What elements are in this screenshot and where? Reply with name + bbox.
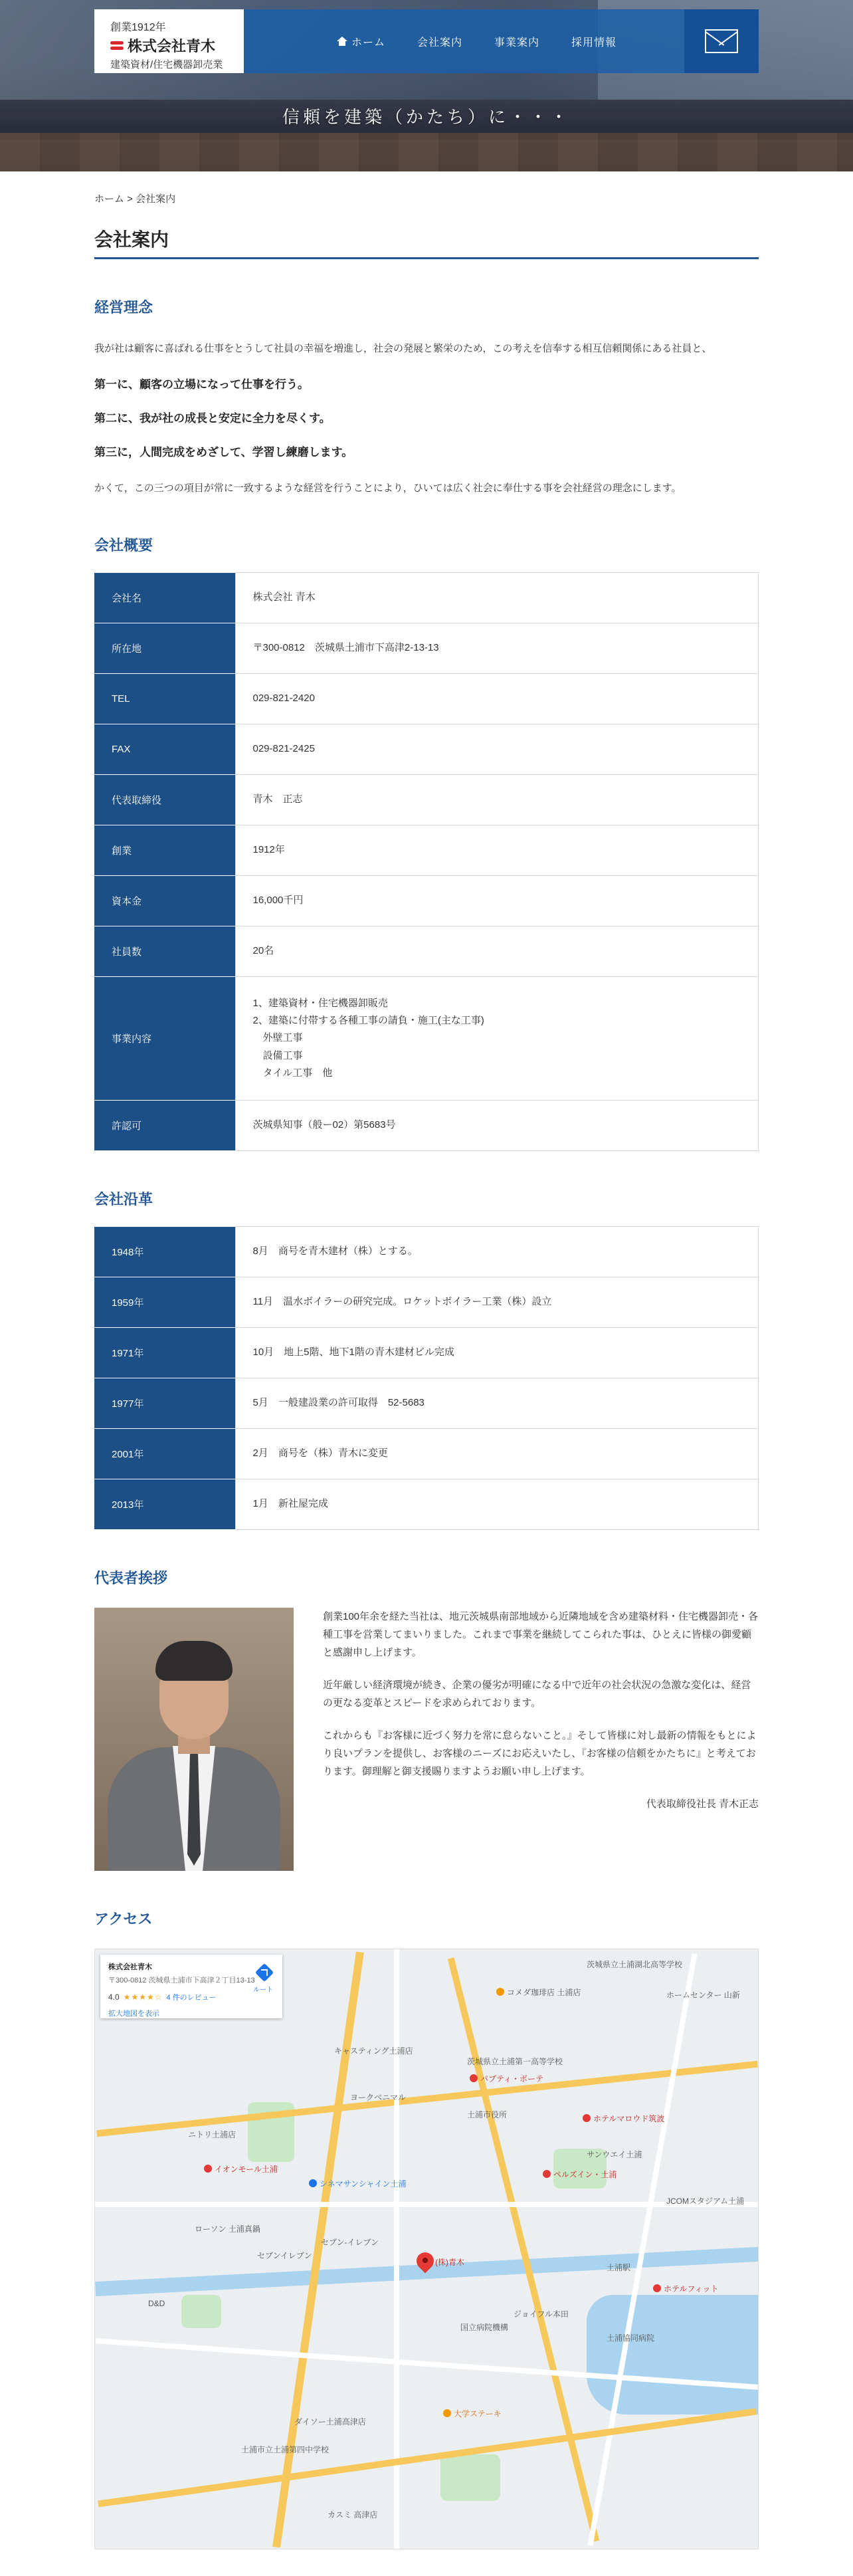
map-label: 茨城県立土浦第一高等学校 (467, 2057, 563, 2066)
philosophy-outro: かくて，この三つの項目が常に一致するような経営を行うことにより，ひいては広く社会に奉仕する事を会社経営の理念にします。 (94, 483, 682, 494)
map-label: セブンイレブン (257, 2251, 312, 2260)
row-label: 事業内容 (94, 977, 235, 1101)
overview-title: 会社概要 (94, 537, 153, 554)
history-year: 1959年 (94, 1277, 235, 1328)
map-label: 土浦市立土浦第四中学校 (241, 2445, 330, 2454)
greeting-paragraph: これからも『お客様に近づく努力を常に怠らないこと。』そして皆様に対し最新の情報をもとにより良いプランを提供し、お客様のニーズにお応えいたし、『お客様の信頼をかたちに』と考えております。御理解と御支援賜りますようお願い申し上げます。 (323, 1730, 757, 1777)
row-label: 社員数 (94, 926, 235, 977)
map-road (98, 2408, 757, 2507)
header-bar (94, 9, 759, 73)
nav-home-label: ホーム (351, 37, 386, 49)
row-label: TEL (94, 674, 235, 724)
main-content (94, 171, 759, 2576)
row-label: 所在地 (94, 623, 235, 674)
map-poi (470, 2074, 478, 2082)
overview-table (94, 572, 759, 1151)
map-label: ヨークベニマル (350, 2093, 407, 2102)
greeting-signature: 代表取締役社長 青木正志 (646, 1798, 759, 1810)
map-label: コメダ珈琲店 土浦店 (507, 1988, 581, 1997)
table-row (94, 1378, 759, 1429)
google-map[interactable] (94, 1949, 759, 2549)
breadcrumb (94, 171, 759, 205)
map-label: キャスティング土浦店 (334, 2046, 413, 2056)
map-label: ジョイフル本田 (514, 2309, 569, 2319)
history-year: 1971年 (94, 1328, 235, 1378)
philosophy-point-1: 第一に、顧客の立場になって仕事を行う。 (94, 378, 309, 391)
table-row (94, 674, 759, 724)
map-label: ホテルマロウド筑波 (593, 2114, 665, 2123)
table-row (94, 876, 759, 926)
map-label: D&D (148, 2299, 165, 2308)
star-icon: ★★★★☆ (123, 1992, 163, 2002)
row-value: 029-821-2420 (235, 674, 759, 724)
philosophy-point-3: 第三に，人間完成をめざして、学習し練磨します。 (94, 446, 353, 459)
row-label: 会社名 (94, 573, 235, 623)
history-table (94, 1226, 759, 1530)
nav-company[interactable] (417, 34, 462, 49)
row-value (235, 977, 759, 1101)
directions-icon[interactable] (256, 1964, 273, 1981)
nav-recruit-label: 採用情報 (571, 37, 617, 49)
map-poi (653, 2284, 661, 2292)
row-label: FAX (94, 724, 235, 775)
global-nav (244, 9, 759, 73)
history-year: 2001年 (94, 1429, 235, 1479)
president-photo (94, 1608, 294, 1871)
greeting-text (323, 1608, 759, 1871)
philosophy-title: 経営理念 (94, 299, 153, 316)
nav-home[interactable] (337, 34, 385, 49)
map-card-reviews[interactable]: 4 件のレビュー (166, 1994, 217, 2002)
map-road (588, 1953, 698, 2546)
map-card-name: 株式会社青木 (108, 1963, 152, 1971)
map-label: 土浦駅 (607, 2263, 631, 2272)
map-poi (204, 2165, 212, 2173)
table-row (94, 1101, 759, 1151)
map-label: ホームセンター 山新 (666, 1990, 740, 2000)
map-label: セブン-イレブン (321, 2238, 379, 2247)
nav-business-label: 事業案内 (494, 37, 540, 49)
logo-mark-icon (110, 41, 124, 51)
greeting-paragraph: 近年厳しい経済環境が続き、企業の優劣が明確になる中で近年の社会状況の急激な変化は、経営の更なる変革とスピードを求められております。 (323, 1679, 751, 1709)
business-line: 設備工事 (252, 1049, 303, 1061)
bottom-spacer (94, 2549, 759, 2576)
table-row (94, 1479, 759, 1530)
access-title: アクセス (94, 1911, 153, 1927)
map-poi (583, 2114, 591, 2122)
business-line: 外壁工事 (252, 1032, 303, 1044)
map-poi (496, 1988, 504, 1996)
row-value: 1912年 (235, 825, 759, 876)
map-label: サンウエイ土浦 (587, 2150, 642, 2159)
row-value: 16,000千円 (235, 876, 759, 926)
map-park (181, 2295, 221, 2328)
business-line: タイル工事 他 (252, 1067, 333, 1079)
map-info-card (100, 1955, 282, 2018)
table-row (94, 1328, 759, 1378)
page-title: 会社案内 (94, 225, 759, 259)
breadcrumb-separator: > (124, 193, 136, 205)
history-year: 1977年 (94, 1378, 235, 1429)
table-row (94, 724, 759, 775)
map-label: (株)青木 (435, 2258, 464, 2267)
map-label: カスミ 高津店 (328, 2510, 378, 2520)
history-event: 11月 温水ボイラーの研究完成。ロケットボイラー工業（株）設立 (235, 1277, 759, 1328)
breadcrumb-current: 会社案内 (136, 193, 176, 205)
nav-company-label: 会社案内 (417, 37, 463, 49)
table-row (94, 623, 759, 674)
map-card-rating-row (108, 1992, 274, 2002)
breadcrumb-home[interactable]: ホーム (94, 193, 125, 205)
table-row (94, 775, 759, 825)
logo-since: 創業1912年 (110, 22, 166, 33)
history-title: 会社沿革 (94, 1191, 153, 1208)
row-value: 茨城県知事（般ー02）第5683号 (235, 1101, 759, 1151)
map-label: ペルズイン・土浦 (553, 2170, 617, 2179)
row-value: 20名 (235, 926, 759, 977)
location-pin-icon[interactable] (417, 2252, 434, 2276)
row-label: 許認可 (94, 1101, 235, 1151)
table-row (94, 926, 759, 977)
map-park (440, 2454, 500, 2501)
row-label: 代表取締役 (94, 775, 235, 825)
home-icon (337, 37, 347, 46)
row-label: 創業 (94, 825, 235, 876)
map-poi (309, 2179, 317, 2187)
history-event: 1月 新社屋完成 (235, 1479, 759, 1530)
map-label: 土浦市役所 (467, 2110, 508, 2119)
map-label: ニトリ土浦店 (188, 2130, 237, 2139)
mail-icon (705, 29, 738, 53)
business-line: 1、建築資材・住宅機器卸販売 (252, 997, 388, 1009)
row-value: 青木 正志 (235, 775, 759, 825)
map-card-address: 〒300-0812 茨城県土浦市下高津２丁目13-13 (108, 1977, 255, 1985)
history-year: 2013年 (94, 1479, 235, 1530)
logo-name: 株式会社青木 (128, 38, 216, 54)
directions-label[interactable]: ルート (253, 1986, 273, 1994)
map-label: 国立病院機構 (460, 2323, 509, 2332)
map-label: 茨城県立土浦湖北高等学校 (587, 1960, 683, 1969)
map-label: ローソン 土浦真鍋 (195, 2224, 260, 2234)
site-logo[interactable] (94, 9, 244, 73)
philosophy-point-2: 第二に、我が社の成長と安定に全力を尽くす。 (94, 412, 331, 425)
map-lake (587, 2295, 759, 2415)
row-label: 資本金 (94, 876, 235, 926)
business-line: 2、建築に付帯する各種工事の請負・施工(主な工事) (252, 1015, 484, 1027)
history-event: 2月 商号を（株）青木に変更 (235, 1429, 759, 1479)
greeting-title: 代表者挨拶 (94, 1570, 168, 1586)
map-label: パブティ・ボーテ (480, 2074, 544, 2084)
greeting-section (94, 1608, 759, 1871)
table-row (94, 1429, 759, 1479)
history-event: 10月 地上5階、地下1階の青木建材ビル完成 (235, 1328, 759, 1378)
map-label: イオンモール土浦 (215, 2165, 278, 2174)
greeting-paragraph: 創業100年余を経た当社は、地元茨城県南部地域から近隣地域を含め建築材料・住宅機器卸売・各種工事を営業してまいりました。これまで事業を継続してこられた事は、ひとえに皆様の御愛顧と感謝申し上げます。 (323, 1611, 759, 1658)
table-row (94, 977, 759, 1101)
business-lines (253, 995, 759, 1082)
philosophy-intro: 我が社は顧客に喜ばれる仕事をとうして社員の幸福を増進し，社会の発展と繁栄のため，この考えを信奉する相互信頼関係にある社員と、 (94, 343, 712, 354)
row-value: 029-821-2425 (235, 724, 759, 775)
map-label: 大学ステーキ (454, 2409, 502, 2418)
map-poi (543, 2170, 551, 2178)
history-event: 5月 一般建設業の許可取得 52-5683 (235, 1378, 759, 1429)
map-card-link[interactable]: 拡大地図を表示 (108, 2010, 159, 2018)
map-road (95, 2202, 759, 2207)
hero-caption: 信頼を建築（かたち）に・・・ (282, 107, 571, 127)
table-row (94, 825, 759, 876)
row-value: 〒300-0812 茨城県土浦市下高津2-13-13 (235, 623, 759, 674)
map-label: ホテルフィット (664, 2284, 719, 2294)
table-row (94, 1277, 759, 1328)
logo-main (110, 35, 233, 56)
nav-recruit[interactable] (571, 34, 616, 49)
row-value: 株式会社 青木 (235, 573, 759, 623)
map-label: JCOMスタジアム土浦 (666, 2197, 745, 2206)
history-event: 8月 商号を青木建材（株）とする。 (235, 1227, 759, 1277)
history-year: 1948年 (94, 1227, 235, 1277)
contact-mail-button[interactable] (684, 9, 759, 73)
nav-business[interactable] (494, 34, 539, 49)
hero-header (0, 0, 853, 171)
table-row (94, 573, 759, 623)
logo-sub: 建築資材/住宅機器卸売業 (110, 59, 223, 70)
map-label: ダイソー土浦高津店 (294, 2417, 366, 2426)
map-label: シネマサンシャイン土浦 (320, 2179, 407, 2189)
map-road (96, 2061, 758, 2137)
map-card-rating: 4.0 (108, 1992, 120, 2002)
map-label: 土浦協同病院 (607, 2333, 655, 2343)
map-poi (443, 2409, 451, 2417)
table-row (94, 1227, 759, 1277)
